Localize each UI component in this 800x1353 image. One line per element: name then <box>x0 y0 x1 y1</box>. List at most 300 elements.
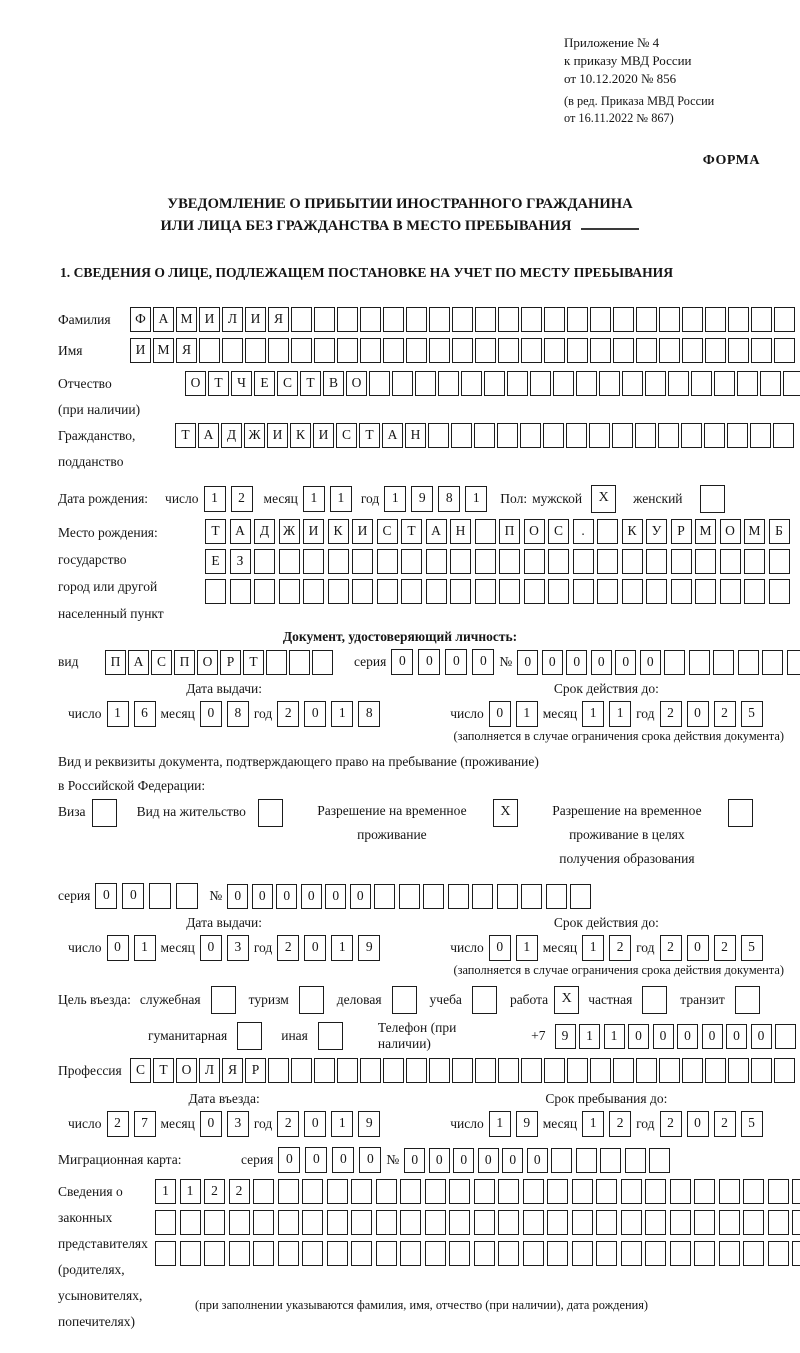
box-cell[interactable]: О <box>197 650 218 675</box>
box-cell[interactable]: 0 <box>304 701 326 727</box>
box-cell[interactable] <box>596 1210 617 1235</box>
stay-year-boxes[interactable] <box>660 1111 763 1137</box>
box-cell[interactable] <box>314 338 335 363</box>
doc-number-boxes[interactable] <box>517 650 800 675</box>
box-cell[interactable]: И <box>130 338 151 363</box>
box-cell[interactable] <box>302 1210 323 1235</box>
box-cell[interactable]: А <box>128 650 149 675</box>
box-cell[interactable]: 9 <box>358 935 380 961</box>
box-cell[interactable]: 1 <box>384 486 406 512</box>
legal-reps-row1-boxes[interactable] <box>155 1179 800 1204</box>
rvp-issue-day-boxes[interactable] <box>107 935 156 961</box>
box-cell[interactable]: 3 <box>227 935 249 961</box>
box-cell[interactable] <box>547 1210 568 1235</box>
box-cell[interactable] <box>524 579 545 604</box>
box-cell[interactable] <box>622 549 643 574</box>
box-cell[interactable] <box>524 549 545 574</box>
box-cell[interactable] <box>728 799 753 827</box>
box-cell[interactable] <box>760 371 781 396</box>
box-cell[interactable] <box>523 1210 544 1235</box>
gender-female-checkbox[interactable] <box>700 485 725 513</box>
box-cell[interactable] <box>450 549 471 574</box>
box-cell[interactable] <box>377 549 398 574</box>
box-cell[interactable] <box>314 307 335 332</box>
box-cell[interactable]: 0 <box>95 883 117 909</box>
box-cell[interactable]: Т <box>153 1058 174 1083</box>
box-cell[interactable]: 1 <box>582 701 604 727</box>
box-cell[interactable] <box>278 1179 299 1204</box>
box-cell[interactable]: З <box>230 549 251 574</box>
rvp-issue-month-boxes[interactable] <box>200 935 249 961</box>
box-cell[interactable]: 1 <box>107 701 129 727</box>
box-cell[interactable]: Ф <box>130 307 151 332</box>
box-cell[interactable] <box>155 1241 176 1266</box>
box-cell[interactable] <box>180 1241 201 1266</box>
box-cell[interactable] <box>646 579 667 604</box>
box-cell[interactable] <box>229 1241 250 1266</box>
box-cell[interactable] <box>576 1148 597 1173</box>
box-cell[interactable] <box>475 307 496 332</box>
box-cell[interactable]: 0 <box>305 1147 327 1173</box>
box-cell[interactable]: 2 <box>660 935 682 961</box>
rvp-issue-year-boxes[interactable] <box>277 935 380 961</box>
box-cell[interactable] <box>204 1210 225 1235</box>
box-cell[interactable] <box>360 307 381 332</box>
box-cell[interactable]: 2 <box>277 1111 299 1137</box>
box-cell[interactable]: Ж <box>244 423 265 448</box>
box-cell[interactable] <box>523 1241 544 1266</box>
box-cell[interactable] <box>728 338 749 363</box>
box-cell[interactable] <box>498 1241 519 1266</box>
box-cell[interactable] <box>751 307 772 332</box>
box-cell[interactable]: 1 <box>330 486 352 512</box>
box-cell[interactable]: И <box>303 519 324 544</box>
box-cell[interactable] <box>768 1210 789 1235</box>
box-cell[interactable] <box>548 549 569 574</box>
box-cell[interactable] <box>498 1058 519 1083</box>
box-cell[interactable]: 2 <box>609 1111 631 1137</box>
box-cell[interactable]: П <box>105 650 126 675</box>
box-cell[interactable]: 0 <box>276 884 297 909</box>
box-cell[interactable] <box>682 338 703 363</box>
migration-series-boxes[interactable] <box>278 1147 381 1173</box>
box-cell[interactable]: 2 <box>277 935 299 961</box>
box-cell[interactable] <box>383 307 404 332</box>
box-cell[interactable]: Д <box>254 519 275 544</box>
box-cell[interactable]: Т <box>205 519 226 544</box>
box-cell[interactable]: 2 <box>204 1179 225 1204</box>
box-cell[interactable]: Б <box>769 519 790 544</box>
box-cell[interactable]: 0 <box>200 935 222 961</box>
box-cell[interactable] <box>312 650 333 675</box>
box-cell[interactable] <box>406 1058 427 1083</box>
box-cell[interactable] <box>268 1058 289 1083</box>
box-cell[interactable] <box>472 986 497 1014</box>
box-cell[interactable]: 1 <box>582 1111 604 1137</box>
box-cell[interactable] <box>438 371 459 396</box>
residence-permit-checkbox[interactable] <box>258 799 283 827</box>
box-cell[interactable] <box>659 307 680 332</box>
box-cell[interactable] <box>668 371 689 396</box>
box-cell[interactable]: 0 <box>751 1024 772 1049</box>
box-cell[interactable] <box>649 1148 670 1173</box>
box-cell[interactable] <box>521 1058 542 1083</box>
box-cell[interactable]: А <box>426 519 447 544</box>
box-cell[interactable] <box>523 1179 544 1204</box>
box-cell[interactable]: М <box>695 519 716 544</box>
box-cell[interactable] <box>705 307 726 332</box>
box-cell[interactable] <box>530 371 551 396</box>
box-cell[interactable] <box>289 650 310 675</box>
purpose-transit-checkbox[interactable] <box>735 986 760 1014</box>
box-cell[interactable] <box>474 1210 495 1235</box>
box-cell[interactable]: 1 <box>609 701 631 727</box>
box-cell[interactable] <box>735 986 760 1014</box>
entry-day-boxes[interactable] <box>107 1111 156 1137</box>
box-cell[interactable] <box>768 1179 789 1204</box>
box-cell[interactable]: Т <box>359 423 380 448</box>
box-cell[interactable]: Л <box>222 307 243 332</box>
purpose-business-checkbox[interactable] <box>392 986 417 1014</box>
box-cell[interactable]: 2 <box>229 1179 250 1204</box>
box-cell[interactable]: 0 <box>325 884 346 909</box>
box-cell[interactable] <box>392 371 413 396</box>
box-cell[interactable] <box>744 549 765 574</box>
box-cell[interactable]: 0 <box>122 883 144 909</box>
box-cell[interactable]: И <box>352 519 373 544</box>
box-cell[interactable] <box>572 1210 593 1235</box>
box-cell[interactable] <box>775 1024 796 1049</box>
box-cell[interactable] <box>499 579 520 604</box>
box-cell[interactable] <box>507 371 528 396</box>
box-cell[interactable] <box>258 799 283 827</box>
box-cell[interactable] <box>572 1179 593 1204</box>
box-cell[interactable]: 8 <box>227 701 249 727</box>
box-cell[interactable] <box>291 338 312 363</box>
birth-month-boxes[interactable] <box>303 486 352 512</box>
box-cell[interactable] <box>645 1241 666 1266</box>
birth-place-row2-boxes[interactable] <box>205 549 790 574</box>
box-cell[interactable] <box>278 1241 299 1266</box>
box-cell[interactable]: 0 <box>726 1024 747 1049</box>
box-cell[interactable] <box>738 650 759 675</box>
box-cell[interactable] <box>572 1241 593 1266</box>
box-cell[interactable]: 6 <box>134 701 156 727</box>
box-cell[interactable] <box>719 1179 740 1204</box>
box-cell[interactable]: П <box>499 519 520 544</box>
box-cell[interactable]: Д <box>221 423 242 448</box>
box-cell[interactable]: 0 <box>391 649 413 675</box>
box-cell[interactable] <box>337 338 358 363</box>
box-cell[interactable] <box>659 338 680 363</box>
box-cell[interactable] <box>450 579 471 604</box>
box-cell[interactable] <box>351 1241 372 1266</box>
box-cell[interactable] <box>328 549 349 574</box>
box-cell[interactable] <box>597 579 618 604</box>
box-cell[interactable]: 1 <box>516 701 538 727</box>
box-cell[interactable] <box>497 884 518 909</box>
migration-number-boxes[interactable] <box>404 1148 670 1173</box>
box-cell[interactable] <box>681 423 702 448</box>
box-cell[interactable] <box>613 307 634 332</box>
patronymic-input-boxes[interactable] <box>185 371 800 396</box>
box-cell[interactable]: С <box>377 519 398 544</box>
box-cell[interactable]: 0 <box>332 1147 354 1173</box>
box-cell[interactable]: 2 <box>660 701 682 727</box>
box-cell[interactable]: П <box>174 650 195 675</box>
box-cell[interactable] <box>383 1058 404 1083</box>
box-cell[interactable] <box>547 1179 568 1204</box>
box-cell[interactable] <box>474 1179 495 1204</box>
box-cell[interactable] <box>303 579 324 604</box>
box-cell[interactable] <box>613 1058 634 1083</box>
passport-issue-day-boxes[interactable] <box>107 701 156 727</box>
box-cell[interactable] <box>400 1241 421 1266</box>
box-cell[interactable] <box>229 1210 250 1235</box>
box-cell[interactable] <box>180 1210 201 1235</box>
box-cell[interactable] <box>279 549 300 574</box>
box-cell[interactable]: 7 <box>134 1111 156 1137</box>
box-cell[interactable]: И <box>267 423 288 448</box>
box-cell[interactable] <box>449 1210 470 1235</box>
box-cell[interactable] <box>268 338 289 363</box>
purpose-work-checkbox[interactable] <box>554 986 579 1014</box>
box-cell[interactable]: Т <box>401 519 422 544</box>
box-cell[interactable]: 0 <box>200 701 222 727</box>
box-cell[interactable]: 0 <box>653 1024 674 1049</box>
box-cell[interactable] <box>743 1210 764 1235</box>
box-cell[interactable] <box>266 650 287 675</box>
box-cell[interactable]: 2 <box>660 1111 682 1137</box>
box-cell[interactable] <box>705 338 726 363</box>
box-cell[interactable] <box>230 579 251 604</box>
box-cell[interactable] <box>728 1058 749 1083</box>
box-cell[interactable]: 1 <box>204 486 226 512</box>
box-cell[interactable] <box>426 549 447 574</box>
box-cell[interactable] <box>769 549 790 574</box>
box-cell[interactable] <box>376 1210 397 1235</box>
box-cell[interactable]: Е <box>254 371 275 396</box>
box-cell[interactable] <box>303 549 324 574</box>
box-cell[interactable] <box>750 423 771 448</box>
citizenship-input-boxes[interactable] <box>175 423 794 448</box>
box-cell[interactable] <box>425 1210 446 1235</box>
box-cell[interactable] <box>318 1022 343 1050</box>
box-cell[interactable] <box>497 423 518 448</box>
legal-reps-row3-boxes[interactable] <box>155 1241 800 1266</box>
birth-day-boxes[interactable] <box>204 486 253 512</box>
box-cell[interactable]: 2 <box>609 935 631 961</box>
box-cell[interactable] <box>590 1058 611 1083</box>
box-cell[interactable] <box>567 338 588 363</box>
box-cell[interactable] <box>521 307 542 332</box>
box-cell[interactable]: 1 <box>579 1024 600 1049</box>
box-cell[interactable] <box>351 1210 372 1235</box>
box-cell[interactable]: Н <box>450 519 471 544</box>
purpose-tourism-checkbox[interactable] <box>299 986 324 1014</box>
box-cell[interactable]: 9 <box>411 486 433 512</box>
box-cell[interactable]: Я <box>222 1058 243 1083</box>
box-cell[interactable]: 1 <box>604 1024 625 1049</box>
box-cell[interactable] <box>376 1179 397 1204</box>
box-cell[interactable] <box>369 371 390 396</box>
box-cell[interactable] <box>461 371 482 396</box>
box-cell[interactable] <box>705 1058 726 1083</box>
box-cell[interactable]: 1 <box>180 1179 201 1204</box>
box-cell[interactable]: . <box>573 519 594 544</box>
box-cell[interactable] <box>400 1179 421 1204</box>
box-cell[interactable]: 1 <box>516 935 538 961</box>
box-cell[interactable] <box>400 1210 421 1235</box>
box-cell[interactable]: X <box>493 799 518 827</box>
box-cell[interactable]: Т <box>175 423 196 448</box>
box-cell[interactable] <box>199 338 220 363</box>
passport-valid-year-boxes[interactable] <box>660 701 763 727</box>
box-cell[interactable] <box>222 338 243 363</box>
box-cell[interactable] <box>599 371 620 396</box>
box-cell[interactable] <box>783 371 800 396</box>
box-cell[interactable] <box>636 338 657 363</box>
box-cell[interactable]: К <box>290 423 311 448</box>
box-cell[interactable]: 3 <box>227 1111 249 1137</box>
box-cell[interactable]: 2 <box>714 935 736 961</box>
box-cell[interactable] <box>695 579 716 604</box>
box-cell[interactable] <box>253 1241 274 1266</box>
box-cell[interactable] <box>719 1210 740 1235</box>
box-cell[interactable] <box>600 1148 621 1173</box>
box-cell[interactable] <box>498 307 519 332</box>
box-cell[interactable] <box>475 1058 496 1083</box>
residence-number-boxes[interactable] <box>227 884 591 909</box>
box-cell[interactable] <box>543 423 564 448</box>
box-cell[interactable]: 1 <box>331 935 353 961</box>
box-cell[interactable] <box>645 1179 666 1204</box>
box-cell[interactable] <box>694 1179 715 1204</box>
box-cell[interactable]: Р <box>220 650 241 675</box>
box-cell[interactable]: 0 <box>542 650 563 675</box>
purpose-other-checkbox[interactable] <box>318 1022 343 1050</box>
box-cell[interactable] <box>360 338 381 363</box>
box-cell[interactable] <box>520 423 541 448</box>
box-cell[interactable]: И <box>199 307 220 332</box>
box-cell[interactable] <box>499 549 520 574</box>
box-cell[interactable] <box>751 338 772 363</box>
box-cell[interactable] <box>472 884 493 909</box>
box-cell[interactable]: У <box>646 519 667 544</box>
box-cell[interactable]: 2 <box>277 701 299 727</box>
box-cell[interactable] <box>149 883 171 909</box>
box-cell[interactable] <box>474 423 495 448</box>
box-cell[interactable] <box>694 1210 715 1235</box>
box-cell[interactable] <box>423 884 444 909</box>
box-cell[interactable] <box>279 579 300 604</box>
box-cell[interactable]: 0 <box>304 1111 326 1137</box>
box-cell[interactable] <box>548 579 569 604</box>
box-cell[interactable] <box>658 423 679 448</box>
stay-day-boxes[interactable] <box>489 1111 538 1137</box>
box-cell[interactable] <box>211 986 236 1014</box>
box-cell[interactable] <box>401 579 422 604</box>
box-cell[interactable] <box>401 549 422 574</box>
box-cell[interactable] <box>570 884 591 909</box>
residence-series-boxes[interactable] <box>95 883 198 909</box>
box-cell[interactable]: 1 <box>134 935 156 961</box>
box-cell[interactable]: Ч <box>231 371 252 396</box>
box-cell[interactable] <box>425 1241 446 1266</box>
box-cell[interactable]: 0 <box>304 935 326 961</box>
box-cell[interactable] <box>429 338 450 363</box>
box-cell[interactable] <box>544 1058 565 1083</box>
box-cell[interactable]: 2 <box>231 486 253 512</box>
box-cell[interactable] <box>635 423 656 448</box>
birth-place-row1-boxes[interactable] <box>205 519 790 544</box>
box-cell[interactable] <box>670 1210 691 1235</box>
box-cell[interactable]: И <box>313 423 334 448</box>
box-cell[interactable]: Т <box>243 650 264 675</box>
box-cell[interactable] <box>625 1148 646 1173</box>
box-cell[interactable]: 0 <box>404 1148 425 1173</box>
box-cell[interactable] <box>278 1210 299 1235</box>
box-cell[interactable] <box>254 549 275 574</box>
box-cell[interactable] <box>695 549 716 574</box>
box-cell[interactable] <box>327 1210 348 1235</box>
box-cell[interactable] <box>792 1179 800 1204</box>
box-cell[interactable]: 0 <box>200 1111 222 1137</box>
box-cell[interactable]: А <box>198 423 219 448</box>
box-cell[interactable]: М <box>744 519 765 544</box>
box-cell[interactable]: 0 <box>502 1148 523 1173</box>
box-cell[interactable]: 2 <box>107 1111 129 1137</box>
box-cell[interactable] <box>449 1241 470 1266</box>
box-cell[interactable] <box>406 307 427 332</box>
box-cell[interactable]: О <box>176 1058 197 1083</box>
box-cell[interactable]: В <box>323 371 344 396</box>
box-cell[interactable] <box>792 1210 800 1235</box>
passport-issue-month-boxes[interactable] <box>200 701 249 727</box>
box-cell[interactable] <box>428 423 449 448</box>
box-cell[interactable] <box>621 1241 642 1266</box>
box-cell[interactable]: Е <box>205 549 226 574</box>
box-cell[interactable] <box>426 579 447 604</box>
box-cell[interactable]: 0 <box>301 884 322 909</box>
box-cell[interactable] <box>475 579 496 604</box>
rvp-valid-year-boxes[interactable] <box>660 935 763 961</box>
box-cell[interactable] <box>452 307 473 332</box>
box-cell[interactable] <box>646 549 667 574</box>
box-cell[interactable]: 0 <box>687 935 709 961</box>
box-cell[interactable] <box>498 1210 519 1235</box>
box-cell[interactable]: А <box>382 423 403 448</box>
box-cell[interactable] <box>253 1210 274 1235</box>
box-cell[interactable] <box>302 1179 323 1204</box>
box-cell[interactable]: 0 <box>566 650 587 675</box>
box-cell[interactable] <box>474 1241 495 1266</box>
box-cell[interactable] <box>567 307 588 332</box>
box-cell[interactable]: Р <box>245 1058 266 1083</box>
box-cell[interactable]: 1 <box>155 1179 176 1204</box>
box-cell[interactable] <box>743 1241 764 1266</box>
box-cell[interactable] <box>787 650 800 675</box>
box-cell[interactable]: 9 <box>555 1024 576 1049</box>
box-cell[interactable] <box>720 549 741 574</box>
surname-input-boxes[interactable] <box>130 307 795 332</box>
doc-series-boxes[interactable] <box>391 649 494 675</box>
box-cell[interactable] <box>551 1148 572 1173</box>
box-cell[interactable]: 1 <box>331 701 353 727</box>
box-cell[interactable] <box>337 307 358 332</box>
box-cell[interactable] <box>597 519 618 544</box>
box-cell[interactable]: 1 <box>489 1111 511 1137</box>
